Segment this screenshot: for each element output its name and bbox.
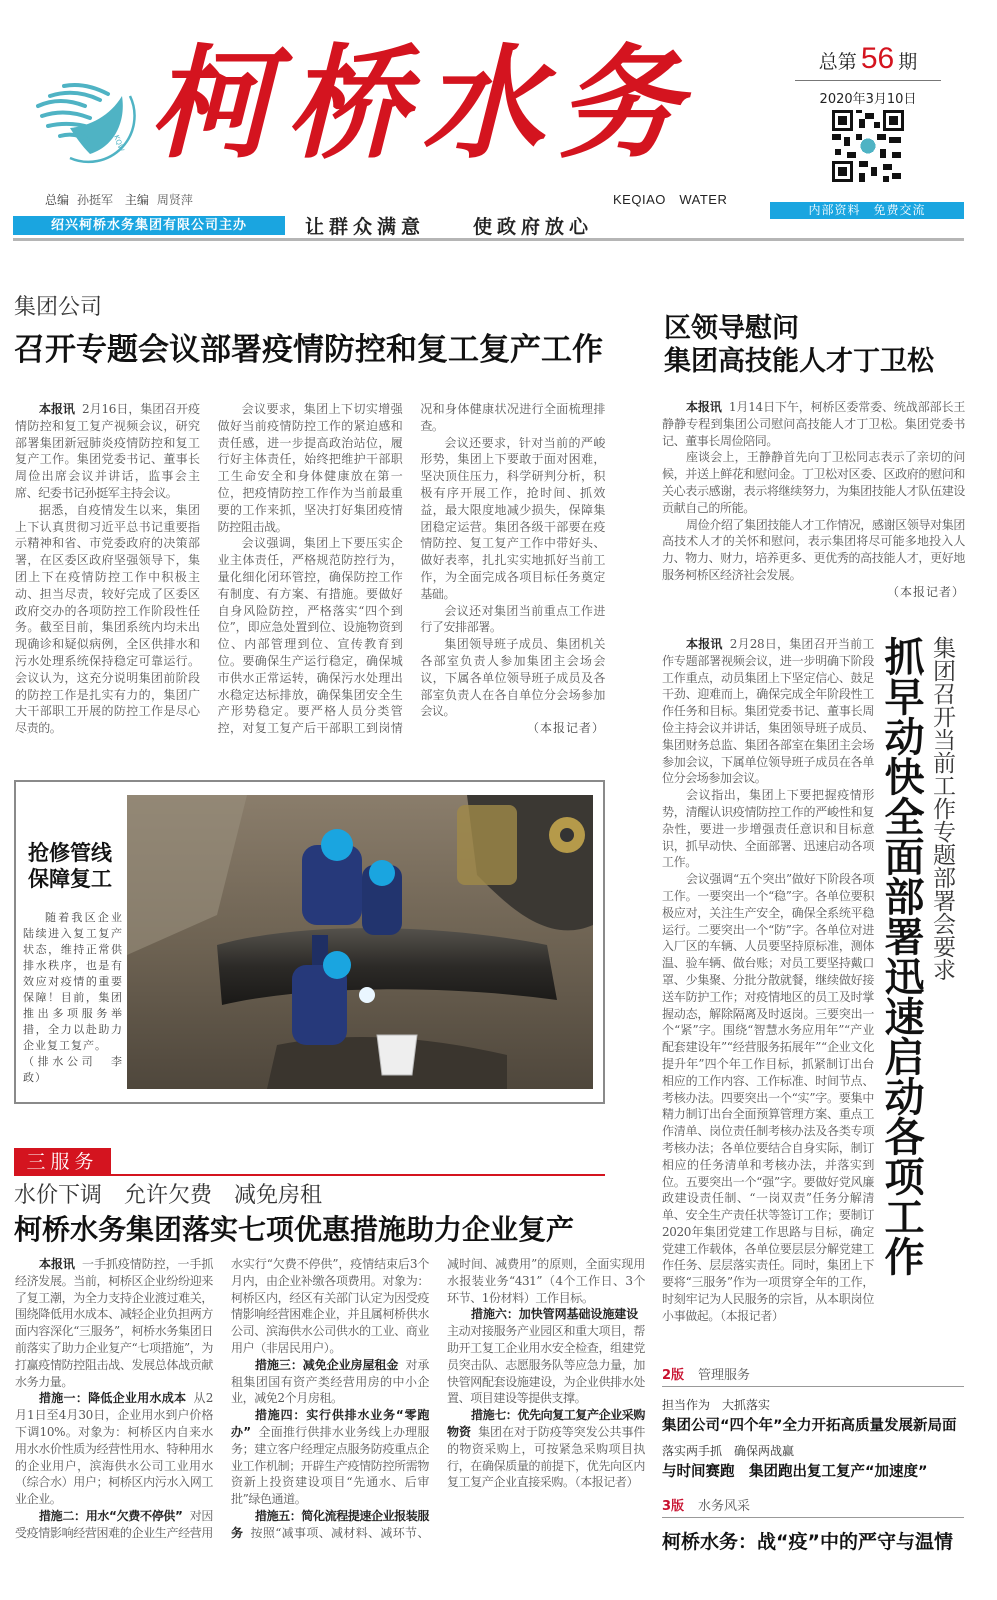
issue-date: 2020年3月10日 — [819, 92, 917, 107]
paragraph-lead: 本报讯 — [39, 1257, 75, 1271]
index-page: 3版 — [662, 1499, 685, 1514]
slogan-2: 使政府放心 — [473, 216, 594, 238]
paragraph-text: 对因受疫情影响经营困难的企业生产经营用水实行“欠费不停供”，疫情结束后3个月内，由企业补缴各项费用。对象为：柯桥区内，经区有关部门认定为因受疫情影响经营困难企业，并且属柯桥供水公司、滨海供水公司供水的工业、商业用户（非居民用户）。 — [15, 1257, 429, 1540]
logo — [30, 66, 138, 166]
paragraph-text: 2月16日，集团召开疫情防控和复工复产视频会议，研究部署集团新冠肺炎疫情防控和复工复产工作。集团党委书记、董事长周俭出席会议并讲话，监事会主席、纪委书记孙挺军主持会议。 — [15, 402, 200, 500]
article4-headline[interactable]: 柯桥水务集团落实七项优惠措施助力企业复产 — [14, 1213, 575, 1246]
divider — [662, 1517, 964, 1518]
signoff: （本报记者） — [886, 584, 965, 599]
slogan-1: 让群众满意 — [305, 216, 426, 238]
editors-line — [45, 191, 201, 208]
paragraph-lead: 措施七：优先向复工复产企业采购物资 — [447, 1408, 646, 1439]
paragraph-lead: 措施一：降低企业用水成本 — [39, 1391, 187, 1406]
photo-title-line: 抢修管线 — [28, 841, 112, 865]
section-rule — [111, 1174, 605, 1176]
qr-code-icon[interactable] — [832, 110, 904, 182]
paragraph-text: 一手抓疫情防控，一手抓经济发展。当前，柯桥区企业纷纷迎来了复工潮，为全力支持企业渡过难关，围绕降低用水成本、减轻企业负担两方面内容深化“三服务”，柯桥水务集团日前落实了助力企业复产“七项措施”，为打赢疫情防控阻击战、发展总体战贡献水务力量。 — [15, 1257, 213, 1389]
paragraph — [231, 1407, 429, 1508]
paragraph — [15, 502, 200, 737]
index-item-title[interactable]: 与时间赛跑 集团跑出复工复产“加速度” — [662, 1464, 928, 1480]
paragraph-lead: 本报讯 — [686, 637, 723, 651]
sponsor-bar: 绍兴柯桥水务集团有限公司主办 — [13, 216, 285, 235]
paragraph-text: 集团领导班子成员、集团机关各部室负责人参加集团主会场会议，下属各单位领导班子成员及各部室负责人在各自单位分会场参加会议。 — [420, 637, 605, 719]
paragraph-lead: 本报讯 — [39, 402, 75, 416]
paragraph-lead: 措施六：加快管网基础设施建设 — [471, 1307, 638, 1322]
paragraph-lead: 措施四：实行供排水业务“零跑办” — [231, 1408, 429, 1439]
paragraph — [662, 636, 874, 787]
article1-kicker: 集团公司 — [14, 295, 103, 320]
paragraph-text: 会议强调“五个突出”做好下阶段各项工作。一要突出一个“稳”字。各单位要积极应对，关注生产安全，确保全系统平稳运行。二要突出一个“防”字。各单位对进入厂区的车辆、人员要坚持原标准，测体温、验车辆、做台账；对员工要坚持戴口罩、少集聚、分批分散就餐，继续做好接送车防护工作；对疫情地区的员工及时掌握动态，解除隔离及时返岗。三要突出一个“紧”字。围绕“智慧水务应用年”“产业配套建设年”“经营服务拓展年”“企业文化提升年”四个年工作目标，抓紧制订出台相应的工作内容、工作标准、时间节点、考核办法。四要突出一个“实”字。要集中精力制订出台全面预算管理方案、重点工作清单、岗位责任制考核办法及各类专项考核办法；各单位要结合自身实际，制订相应的任务清单和考核办法，并落实到位。五要突出一个“强”字。要做好党风廉政建设责任制、“一岗双责”任务分解清单、安全生产责任状等签订工作；要制订2020年集团党建工作思路与目标，确定党建工作载体，各单位要层层分解党建工作任务、层层落实责任。同时，集团上下要将“三服务”作为一项贯穿全年的工作，时刻牢记为人民服务的宗旨，从本职岗位小事做起。（本报记者） — [662, 872, 874, 1323]
paragraph-lead: 措施三：减免企业房屋租金 — [255, 1357, 399, 1372]
paragraph-text: 座谈会上，王静静首先向丁卫松同志表示了亲切的问候，并送上鲜花和慰问金。丁卫松对区委、区政府的慰问和关心表示感谢，表示将继续努力，为集团技能人才队伍建设贡献自己的所能。 — [662, 450, 965, 515]
photo-caption — [23, 910, 123, 1086]
caption-text: 随着我区企业陆续进入复工复产状态，维持正常供排水秩序，也是有效应对疫情的重要保障！目前，集团推出多项服务举措，全力以赴助力企业复工复产。 — [23, 911, 123, 1052]
paragraph — [662, 449, 965, 516]
paragraph-text: 会议强调，集团上下要压实企业主体责任，严格规范防控行为，量化细化闭环管控，确保防控工作有制度、有方案、有措施。要做好自身风险防控，严格落实“四个到位”，即应急处置到位、设施物资到位、内部管理到位、宣传教育到位。要确保生产运行稳定，确保城市供水正常运转，确保污水处理出水稳定达标排放，确保集团安全生产形势稳定。要严格人员分类管控，对复工复产后干部职工到岗情况和身体健康状况进行全面梳理排查。 — [217, 402, 605, 736]
article3-body — [662, 636, 874, 1325]
paragraph-text: 据悉，自疫情发生以来，集团上下认真贯彻习近平总书记重要指示精神和省、市党委政府的决策部署，在区委区政府坚强领导下，集团上下在疫情防控工作中积极主动、担当尽责，较好完成了区委区政府交办的各项防控工作阶段性任务。截至目前，集团系统内均未出现确诊和疑似病例，全区供排水和污水处理系统保持稳定可靠运行。会议认为，这充分说明集团前阶段的防控工作是扎实有力的，集团广大干部职工开展的防控工作是尽心尽责的。 — [15, 502, 200, 736]
paragraph-lead: 措施五：简化流程提速企业报装服务 — [231, 1508, 430, 1540]
index-item-title[interactable]: 柯桥水务：战“疫”中的严守与温情 — [662, 1531, 953, 1553]
english-name: KEQIAO WATER — [613, 192, 728, 207]
paragraph — [420, 636, 605, 720]
index-item-title[interactable]: 集团公司“四个年”全力开拓高质量发展新局面 — [662, 1418, 957, 1434]
paragraph-text: 会议还要求，针对当前的严峻形势，集团上下要敢于面对困难，坚决顶住压力，科学研判分析，积极有序开展工作，抢时间、抓效益，最大限度地减少损失，保障集团稳定运营。集团各级干部要在疫情防控、复工复产工作中带好头、做好表率，扎扎实实地抓好当前工作，为全面完成各项目标任务奠定基础。 — [420, 435, 605, 601]
article4-kicker: 水价下调 允许欠费 减免房租 — [14, 1183, 323, 1208]
masthead-divider — [13, 238, 964, 241]
paragraph-text: 1月14日下午，柯桥区委常委、统战部部长王静静专程到集团公司慰问高技能人才丁卫松。集团党委书记、董事长周俭陪同。 — [662, 400, 965, 448]
paragraph-text: 从2月1日至4月30日，企业用水到户价格下调10%。对象为：柯桥区内自来水用水水价性质为经营性用水、特种用水的企业用户，滨海供水公司工业用水（综合水）用户；柯桥区内污水入网工业企业。 — [15, 1391, 213, 1507]
logo-text: KQW — [112, 133, 126, 153]
paragraph — [420, 435, 605, 603]
issue-suffix: 期 — [898, 51, 918, 73]
index-item-kicker: 落实两手抓 确保两战赢 — [662, 1444, 795, 1458]
photo-credit: （排水公司 李政） — [23, 1055, 123, 1084]
paragraph-text: 对承租集团国有资产类经营用房的中小企业，减免2个月房租。 — [231, 1357, 430, 1406]
issue-value: 56 — [860, 42, 895, 75]
index-section-2[interactable] — [662, 1364, 750, 1383]
masthead-title: 柯桥水务 — [150, 31, 694, 175]
paragraph — [447, 1407, 645, 1491]
signoff: （本报记者） — [526, 721, 605, 736]
paragraph-text: 主动对接服务产业园区和重大项目，帮助开工复工企业用水安全检查，组建党员突击队、志愿服务队等应急力量，加快管网配套设施建设，为企业供排水处置、项目建设等提供支撑。 — [447, 1324, 645, 1406]
editor-name: 周贤萍 — [156, 193, 193, 207]
article3-kicker: 集团召开当前工作专题部署会要求 — [929, 636, 955, 981]
paragraph — [15, 401, 200, 502]
paragraph — [662, 399, 965, 449]
section-tag: 三服务 — [14, 1148, 111, 1176]
paragraph-text: 集团在对于防疫等突发公共事件的物资采购上，可按紧急采购项目执行，在确保质量的前提下，优先向区内复工复产企业直接采购。（本报记者） — [447, 1424, 646, 1490]
article1-body — [15, 401, 605, 737]
paragraph — [662, 871, 874, 1325]
editor-name: 孙挺军 — [77, 193, 114, 207]
paragraph-lead: 本报讯 — [686, 400, 722, 414]
paragraph-lead: 措施二：用水“欠费不停供” — [39, 1508, 183, 1523]
paragraph-text: 会议指出，集团上下要把握疫情形势，清醒认识疫情防控工作的严峻性和复杂性，要进一步增强责任意识和目标意识，抓早动快、全面部署、迅速启动各项工作。 — [662, 788, 874, 870]
paragraph — [662, 517, 965, 584]
index-section-3[interactable] — [662, 1495, 750, 1514]
paragraph — [662, 787, 874, 871]
paragraph-text: 周俭介绍了集团技能人才工作情况，感谢区领导对集团高技术人才的关怀和慰问，表示集团将尽可能多地投入人力、物力、财力，培养更多、更优秀的高技能人才，更好地服务柯桥区经济社会发展。 — [662, 517, 965, 582]
paragraph — [15, 1256, 213, 1390]
paragraph — [231, 1357, 429, 1407]
article2-headline-line1[interactable]: 区领导慰问 — [664, 313, 799, 344]
pipe-repair-photo[interactable] — [127, 795, 593, 1089]
paragraph-text: 会议还对集团当前重点工作进行了安排部署。 — [420, 603, 605, 635]
paragraph-text: 2月28日，集团召开当前工作专题部署视频会议，进一步明确下阶段工作重点，动员集团上下坚定信心、鼓足干劲、迎难而上，确保完成全年阶段性工作任务和目标。集团党委书记、董事长周俭主持会议并讲话，集团领导班子成员、集团财务总监、集团各部室在集团主会场参加会议，下属单位领导班子成员在各单位分会场参加会议。 — [662, 637, 874, 786]
photo-feature-title — [28, 840, 112, 892]
article2-headline-line2[interactable]: 集团高技能人才丁卫松 — [664, 346, 934, 377]
editor-role: 总编 — [45, 193, 70, 207]
photo-title-line: 保障复工 — [28, 867, 112, 891]
paragraph-text: 全面推行供排水业务线上办理服务；建立客户经理定点服务防疫重点企业工作机制；开辟生产疫情防控所需物资新上投资建设项目“先通水、后审批”绿色通道。 — [231, 1424, 429, 1507]
paragraph — [447, 1306, 645, 1407]
paragraph — [15, 1390, 213, 1508]
paragraph-text: 按照“减事项、减材料、减环节、减时间、减费用”的原则，全面实现用水报装业务“431”（4个工作日、3个环节、1份材料）工作目标。 — [250, 1257, 645, 1540]
issue-prefix: 总第 — [818, 51, 857, 73]
article1-headline[interactable]: 召开专题会议部署疫情防控和复工复产工作 — [14, 332, 603, 368]
index-section-name: 管理服务 — [698, 1368, 751, 1383]
article4-body — [15, 1256, 645, 1542]
index-page: 2版 — [662, 1368, 685, 1383]
index-section-name: 水务风采 — [698, 1499, 751, 1514]
editor-role: 主编 — [124, 193, 149, 207]
water-spray-logo-icon — [30, 66, 138, 166]
divider — [662, 1386, 964, 1387]
issue-number — [795, 42, 941, 76]
paragraph — [218, 401, 403, 535]
article2-body — [662, 399, 965, 601]
paragraph — [420, 603, 605, 637]
divider — [795, 80, 941, 81]
distribution-bar: 内部资料 免费交流 — [770, 202, 964, 219]
article3-headline[interactable]: 抓早动快全面部署迅速启动各项工作 — [878, 636, 924, 1276]
paragraph-text: 会议要求，集团上下切实增强做好当前疫情防控工作的紧迫感和责任感，进一步提高政治站位，履行好主体责任，始终把维护干部职工生命安全和身体健康放在第一位，把疫情防控工作作为当前最重要的工作来抓，坚决打好集团疫情防控阻击战。 — [217, 402, 403, 534]
index-item-kicker: 担当作为 大抓落实 — [662, 1398, 771, 1412]
